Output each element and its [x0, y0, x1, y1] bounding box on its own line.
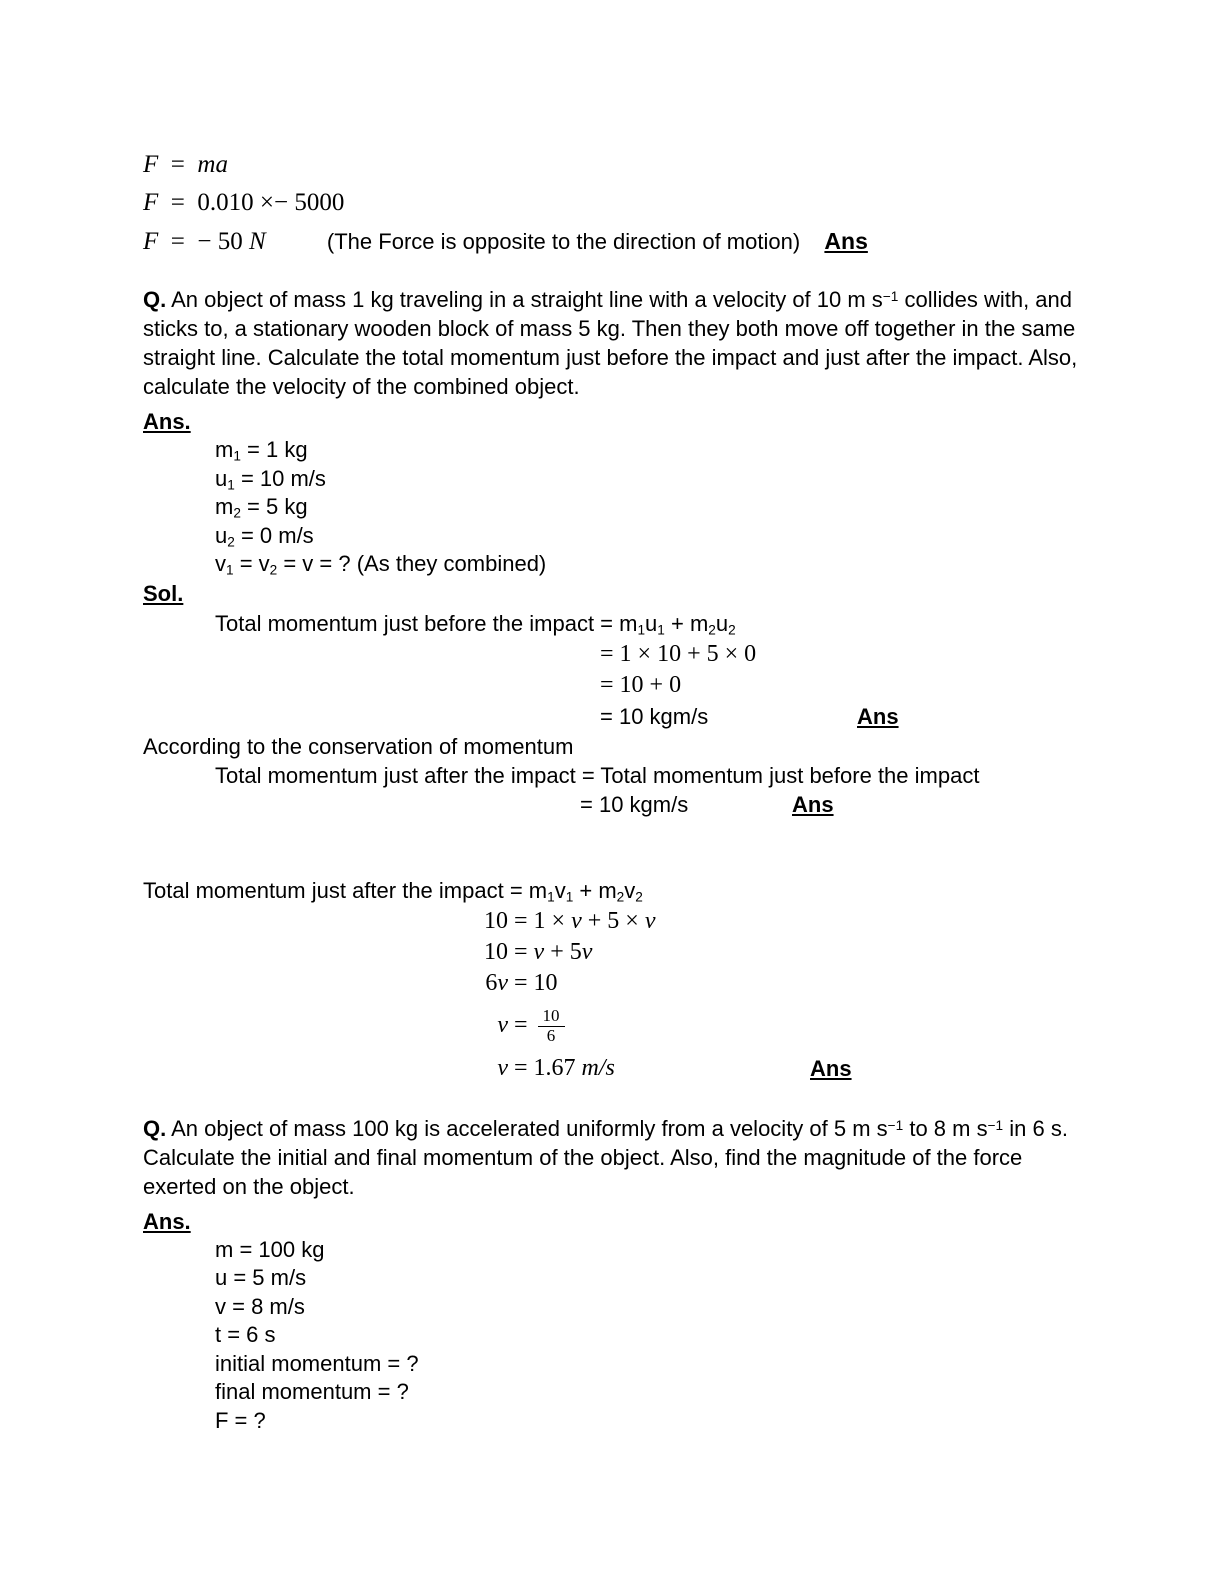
given-line: final momentum = ?: [215, 1379, 409, 1404]
equation-row-fraction: [465, 999, 1140, 1053]
equation-lhs: 6v: [485, 969, 508, 996]
ans-marker: Ans: [857, 703, 899, 729]
force-direction-note: (The Force is opposite to the direction of motion): [326, 229, 801, 254]
ans-marker: Ans: [824, 228, 868, 254]
question-2: [143, 1114, 1095, 1201]
equation-rhs: = 10: [508, 969, 558, 996]
equation-text: F = ma: [143, 151, 228, 178]
momentum-before-line: Total momentum just before the impact = $m_1u_1 + m_2u_2$: [215, 610, 736, 637]
equation-text: F = 0.010 ×− 5000: [143, 189, 345, 216]
fraction-numerator: 10: [538, 1006, 565, 1027]
equation-rhs: = 1.67 m/s: [508, 1054, 615, 1081]
equation-rhs: = v + 5v: [508, 938, 593, 965]
momentum-before-steps: [600, 639, 1140, 732]
step-result-line: [600, 701, 1140, 732]
given-values-q1: [215, 436, 1140, 579]
given-line: $u_1 = 10$ m/s: [215, 465, 326, 492]
question-label: Q.: [143, 287, 167, 312]
equation-text: F = − 50 N: [143, 228, 266, 255]
result-value: = 10 kgm/s: [580, 791, 689, 817]
given-values-q2: [215, 1236, 1140, 1436]
ans-marker: Ans: [792, 791, 834, 817]
given-line: $u_2 = 0$ m/s: [215, 522, 314, 549]
equation-row-result: [465, 1053, 1140, 1084]
equation-line-f-calc: [143, 184, 1140, 222]
momentum-after-line: Total momentum just after the impact = Total momentum just before the impact: [215, 762, 980, 788]
ans-section-label: Ans.: [143, 1208, 191, 1234]
ans-section-label: Ans.: [143, 409, 191, 434]
sol-section-label: Sol.: [143, 580, 184, 606]
question-1: [143, 285, 1095, 401]
question-label: Q.: [143, 1115, 167, 1141]
equals-sign: =: [508, 1012, 534, 1038]
given-line: $m_2 = 5$ kg: [215, 494, 308, 521]
equation-row: [465, 968, 1140, 999]
question-text: An object of mass 1 kg traveling in a straight line with a velocity of 10 m $s^{-1}$ collides with, and sticks to, a stationary wooden block of mass 5 kg. Then they both move off together in the same straight line. Calculate the total momentum just before the impact and just after the impact. Also, calculate the velocity of the combined object.: [143, 287, 1078, 399]
momentum-after-expansion: Total momentum just after the impact = $m_1v_1 + m_2v_2$: [143, 877, 643, 904]
fraction-denominator: 6: [546, 1025, 556, 1045]
ans-marker: Ans: [810, 1055, 852, 1081]
equation-lhs: v: [497, 1054, 508, 1081]
equation-rhs: = 1 × v + 5 × v: [508, 907, 656, 934]
given-line: v = 8 m/s: [215, 1293, 305, 1319]
equation-row: [465, 906, 1140, 937]
equation-lhs: 10: [484, 938, 508, 965]
fraction: [538, 1006, 565, 1045]
given-line: m = 100 kg: [215, 1236, 325, 1262]
question-text: An object of mass 100 kg is accelerated uniformly from a velocity of 5 m $s^{-1}$ to 8 m $s^{-1}$ in 6 s. Calculate the initial and final momentum of the object. Also, find the magnitude of the force exerted on the object.: [143, 1115, 1068, 1199]
step-line: = 1 × 10 + 5 × 0: [600, 640, 757, 667]
equation-lhs: 10: [484, 907, 508, 934]
velocity-solution-steps: [465, 906, 1140, 1084]
given-line: t = 6 s: [215, 1322, 276, 1347]
force-equation-block: [143, 146, 1140, 261]
equation-lhs: v: [497, 1012, 508, 1038]
given-line: $v_1 = v_2 = v$ = ? (As they combined): [215, 551, 547, 578]
given-line: $m_1 = 1$ kg: [215, 437, 308, 464]
equation-line-f-result: [143, 222, 1140, 261]
given-line: initial momentum = ?: [215, 1350, 419, 1376]
result-value: = 10 kgm/s: [600, 703, 709, 729]
equation-line-f-ma: [143, 146, 1140, 184]
momentum-after-result: [580, 790, 1140, 819]
conservation-statement: According to the conservation of momentum: [143, 733, 574, 759]
given-line: u = 5 m/s: [215, 1265, 307, 1290]
step-line: = 10 + 0: [600, 671, 682, 698]
equation-row: [465, 937, 1140, 968]
given-line: F = ?: [215, 1407, 266, 1433]
